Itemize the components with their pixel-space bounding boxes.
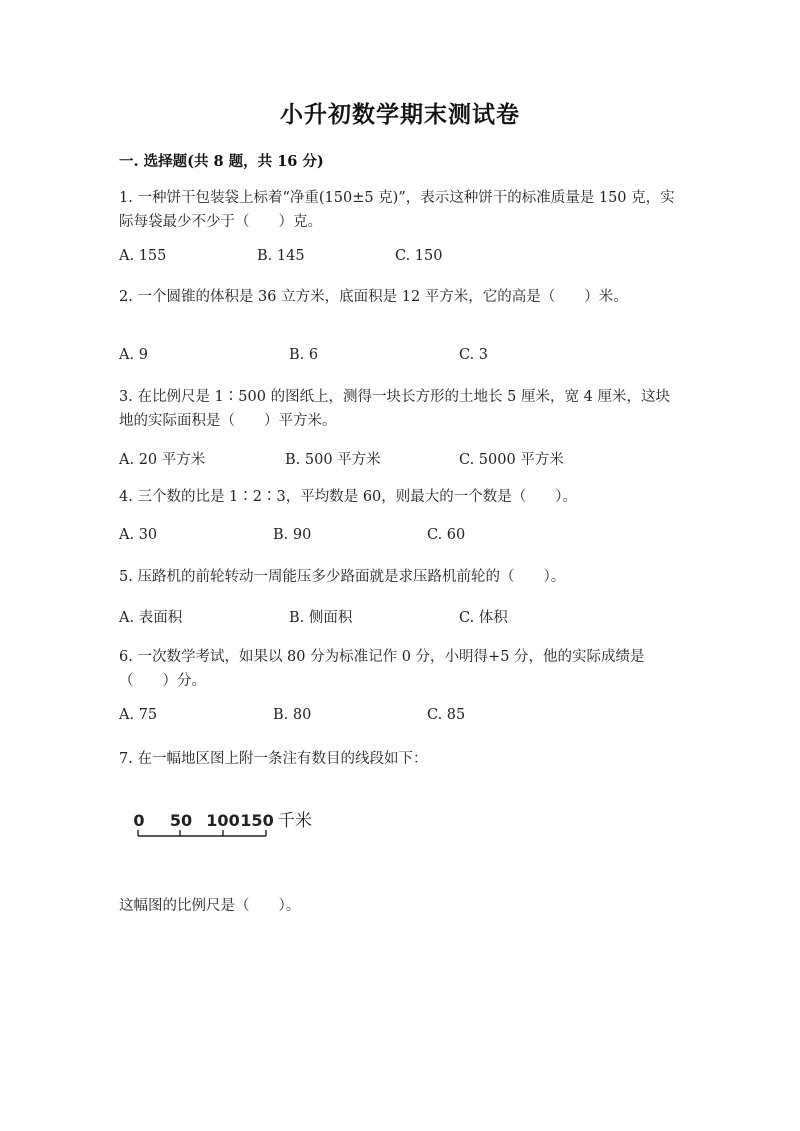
option-b: B. 90 bbox=[273, 527, 312, 543]
option-a: A. 155 bbox=[119, 248, 167, 264]
option-a: A. 9 bbox=[119, 347, 148, 363]
question-2-text: 2. 一个圆锥的体积是 36 立方米，底面积是 12 平方米，它的高是（ ）米。 bbox=[119, 289, 628, 305]
option-c: C. 5000 平方米 bbox=[459, 452, 564, 468]
scale-bar-figure bbox=[130, 800, 330, 846]
scale-tick-label: 150 bbox=[240, 811, 274, 830]
question-7-followup: 这幅图的比例尺是（ ）。 bbox=[119, 898, 301, 914]
option-b: B. 145 bbox=[257, 248, 305, 264]
question-6-text: 6. 一次数学考试，如果以 80 分为标准记作 0 分，小明得+5 分，他的实际成绩是（ ）分。 bbox=[119, 649, 645, 689]
option-b: B. 80 bbox=[273, 707, 312, 723]
option-b: B. 6 bbox=[289, 347, 319, 363]
question-5-text: 5. 压路机的前轮转动一周能压多少路面就是求压路机前轮的（ ）。 bbox=[119, 569, 566, 585]
option-a: A. 30 bbox=[119, 527, 158, 543]
scale-tick-label: 100 bbox=[206, 811, 240, 830]
question-4-text: 4. 三个数的比是 1∶2∶3，平均数是 60，则最大的一个数是（ ）。 bbox=[119, 489, 578, 505]
option-c: C. 85 bbox=[427, 707, 466, 723]
question-7-text: 7. 在一幅地区图上附一条注有数目的线段如下： bbox=[119, 751, 428, 767]
option-a: A. 表面积 bbox=[119, 610, 183, 626]
option-c: C. 体积 bbox=[459, 610, 508, 626]
page-title: 小升初数学期末测试卷 bbox=[280, 101, 520, 128]
section-heading: 一. 选择题(共 8 题，共 16 分) bbox=[119, 153, 324, 170]
scale-unit-label: 千米 bbox=[278, 811, 312, 831]
option-b: B. 侧面积 bbox=[289, 610, 353, 626]
option-b: B. 500 平方米 bbox=[285, 452, 381, 468]
option-c: C. 150 bbox=[395, 248, 443, 264]
question-3-text: 3. 在比例尺是 1∶500 的图纸上，测得一块长方形的土地长 5 厘米，宽 4 厘米，这块地的实际面积是（ ）平方米。 bbox=[119, 389, 670, 429]
option-a: A. 20 平方米 bbox=[119, 452, 206, 468]
option-a: A. 75 bbox=[119, 707, 158, 723]
scale-tick-label: 50 bbox=[169, 811, 193, 830]
scale-tick-label: 0 bbox=[133, 811, 145, 830]
option-c: C. 60 bbox=[427, 527, 466, 543]
option-c: C. 3 bbox=[459, 347, 489, 363]
question-1-text: 1. 一种饼干包装袋上标着“净重(150±5 克)”，表示这种饼干的标准质量是 150 克，实际每袋最少不少于（ ）克。 bbox=[119, 190, 675, 230]
